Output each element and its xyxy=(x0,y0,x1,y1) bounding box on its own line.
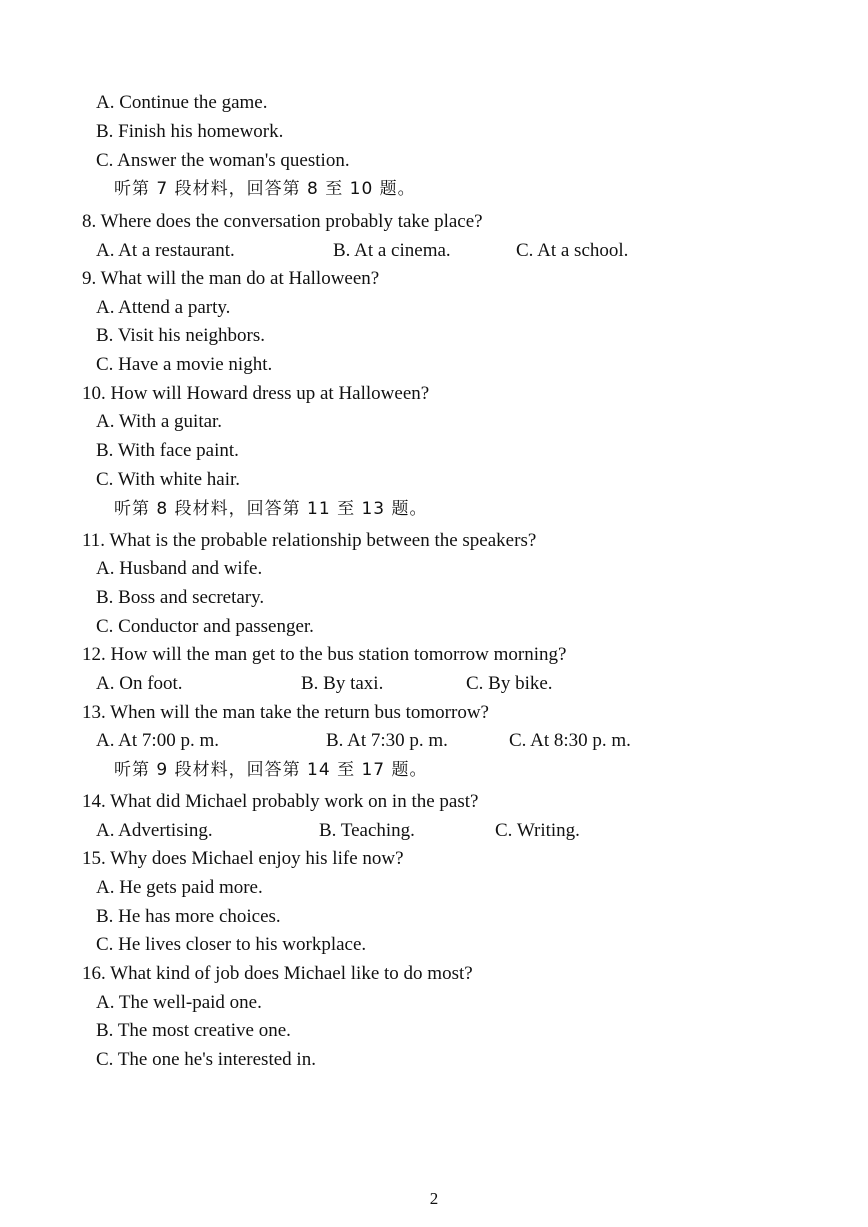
q8-option-c: C. At a school. xyxy=(516,240,629,261)
q15-question: 15. Why does Michael enjoy his life now? xyxy=(82,848,404,869)
q12-question: 12. How will the man get to the bus station tomorrow morning? xyxy=(82,644,567,665)
q9-option-a: A. Attend a party. xyxy=(96,297,231,318)
q12-option-c: C. By bike. xyxy=(466,673,553,694)
q8-option-a: A. At a restaurant. xyxy=(96,240,235,261)
q16-option-b: B. The most creative one. xyxy=(96,1020,291,1041)
q8-option-b: B. At a cinema. xyxy=(333,240,451,261)
q11-question: 11. What is the probable relationship between the speakers? xyxy=(82,530,537,551)
q15-option-c: C. He lives closer to his workplace. xyxy=(96,934,367,955)
q13-option-b: B. At 7:30 p. m. xyxy=(326,730,448,751)
q14-option-c: C. Writing. xyxy=(495,820,580,841)
q8-question: 8. Where does the conversation probably take place? xyxy=(82,211,483,232)
q9-option-b: B. Visit his neighbors. xyxy=(96,325,265,346)
q14-option-a: A. Advertising. xyxy=(96,820,213,841)
section-7-instruction: 听第 7 段材料，回答第 8 至 10 题。 xyxy=(114,179,416,199)
q16-question: 16. What kind of job does Michael like to do most? xyxy=(82,963,473,984)
q12-option-a: A. On foot. xyxy=(96,673,183,694)
q12-option-b: B. By taxi. xyxy=(301,673,384,694)
q11-option-b: B. Boss and secretary. xyxy=(96,587,265,608)
q13-question: 13. When will the man take the return bus tomorrow? xyxy=(82,702,489,723)
q10-option-b: B. With face paint. xyxy=(96,440,239,461)
q16-option-a: A. The well-paid one. xyxy=(96,992,262,1013)
q15-option-a: A. He gets paid more. xyxy=(96,877,263,898)
q9-option-c: C. Have a movie night. xyxy=(96,354,273,375)
q10-question: 10. How will Howard dress up at Halloween? xyxy=(82,383,430,404)
q13-option-c: C. At 8:30 p. m. xyxy=(509,730,631,751)
section-8-instruction: 听第 8 段材料，回答第 11 至 13 题。 xyxy=(114,499,428,519)
q9-question: 9. What will the man do at Halloween? xyxy=(82,268,380,289)
q14-option-b: B. Teaching. xyxy=(319,820,415,841)
q14-question: 14. What did Michael probably work on in the past? xyxy=(82,791,479,812)
q11-option-a: A. Husband and wife. xyxy=(96,558,263,579)
q16-option-c: C. The one he's interested in. xyxy=(96,1049,316,1070)
q10-option-c: C. With white hair. xyxy=(96,469,241,490)
q7-option-b: B. Finish his homework. xyxy=(96,121,284,142)
q10-option-a: A. With a guitar. xyxy=(96,411,223,432)
q13-option-a: A. At 7:00 p. m. xyxy=(96,730,219,751)
q7-option-a: A. Continue the game. xyxy=(96,92,268,113)
page-number: 2 xyxy=(429,1189,439,1208)
q11-option-c: C. Conductor and passenger. xyxy=(96,616,314,637)
q15-option-b: B. He has more choices. xyxy=(96,906,281,927)
q7-option-c: C. Answer the woman's question. xyxy=(96,150,350,171)
section-9-instruction: 听第 9 段材料，回答第 14 至 17 题。 xyxy=(114,760,428,780)
